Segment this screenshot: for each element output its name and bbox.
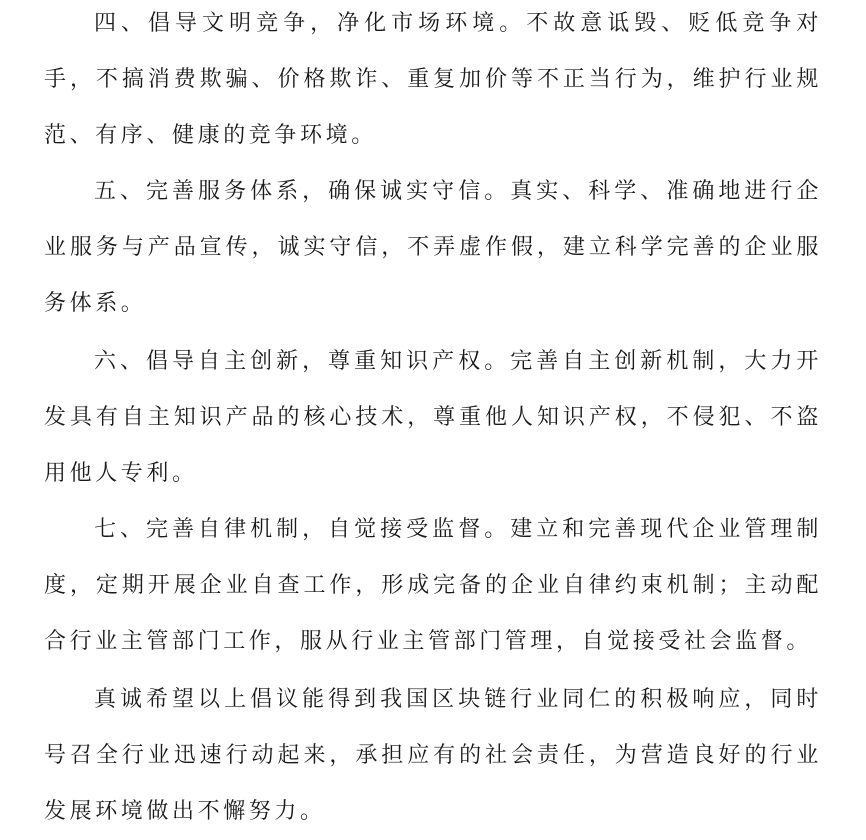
paragraph-item-5: 五、完善服务体系，确保诚实守信。真实、科学、准确地进行企业服务与产品宣传，诚实守信，不弄虚作假，建立科学完善的企业服务体系。 bbox=[44, 179, 822, 316]
closing-paragraph: 真诚希望以上倡议能得到我国区块链行业同仁的积极响应，同时号召全行业迅速行动起来，承担应有的社会责任，为营造良好的行业发展环境做出不懈努力。 bbox=[44, 687, 822, 824]
paragraph-item-4: 四、倡导文明竞争，净化市场环境。不故意诋毁、贬低竞争对手，不搞消费欺骗、价格欺诈、重复加价等不正当行为，维护行业规范、有序、健康的竞争环境。 bbox=[44, 11, 822, 148]
paragraph-item-6: 六、倡导自主创新，尊重知识产权。完善自主创新机制，大力开发具有自主知识产品的核心技术，尊重他人知识产权，不侵犯、不盗用他人专利。 bbox=[44, 349, 822, 486]
paragraph-item-7: 七、完善自律机制，自觉接受监督。建立和完善现代企业管理制度，定期开展企业自查工作，形成完备的企业自律约束机制；主动配合行业主管部门工作，服从行业主管部门管理，自觉接受社会监督。 bbox=[44, 517, 822, 654]
